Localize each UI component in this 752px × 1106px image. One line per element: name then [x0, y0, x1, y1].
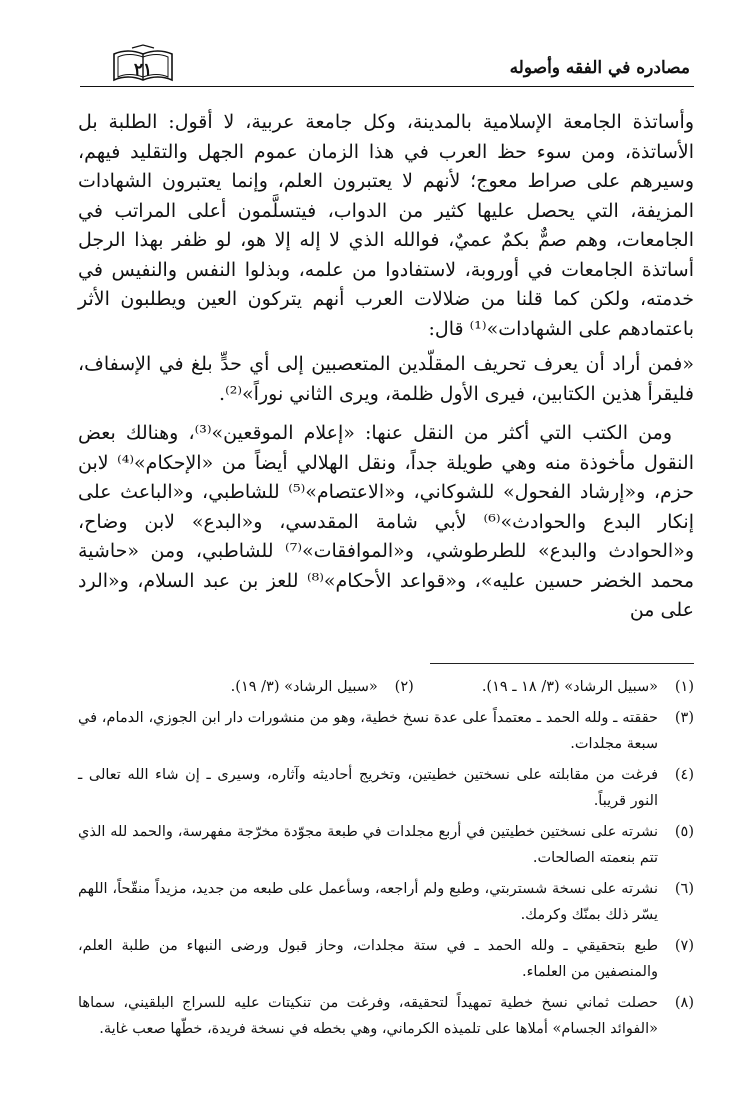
footnote-number: (٧) — [674, 938, 694, 954]
footnote-1 — [482, 674, 694, 700]
footnote-text: فرغت من مقابلته على نسختين خطيتين، وتخريج أحاديثه وآثاره، وسيرى ـ إن شاء الله تعالى ـ النور قريباً. — [78, 767, 658, 809]
page-header — [80, 40, 690, 90]
footnote-text: نشرته على نسخة شستربتي، وطبع ولم أراجعه، وسأعمل على طبعه من جديد، مزيداً منقّحاً، اللهم يسّر ذلك بمنّك وكرمك. — [78, 881, 658, 923]
footnote-6 — [78, 876, 694, 928]
page-number-ornament — [110, 44, 176, 84]
footnote-number: (٨) — [674, 995, 694, 1011]
footnote-pair — [78, 674, 694, 700]
footnote-number: (٥) — [674, 824, 694, 840]
page-number: ٢١ — [133, 60, 153, 80]
footnote-number: (٣) — [674, 710, 694, 726]
paragraph-3: ومن الكتب التي أكثر من النقل عنها: «إعلام الموقعين»⁽³⁾، وهنالك بعض النقول مأخوذة منه وهي طويلة جداً، ونقل الهلالي أيضاً من «الإحكام»⁽⁴⁾ لابن حزم، و«إرشاد الفحول» للشوكاني، و«الاعتصام»⁽⁵⁾ للشاطبي، و«الباعث على إنكار البدع والحوادث»⁽⁶⁾ لأبي شامة المقدسي، و«البدع» لابن وضاح، و«الحوادث والبدع» للطرطوشي، و«الموافقات»⁽⁷⁾ للشاطبي، ومن «حاشية محمد الخضر حسين عليه»، و«قواعد الأحكام»⁽⁸⁾ للعز بن عبد السلام، و«الرد على من — [78, 422, 694, 621]
header-rule — [80, 86, 694, 87]
footnote-number: (٤) — [674, 767, 694, 783]
footnote-text: حققته ـ ولله الحمد ـ معتمداً على عدة نسخ خطية، وهو من منشورات دار ابن الجوزي، الدمام، في سبعة مجلدات. — [78, 710, 658, 752]
footnote-text: حصلت ثماني نسخ خطية تمهيداً لتحقيقه، وفرغت من تنكيتات عليه للسراج البلقيني، سماها «الفوائد الجسام» أملاها على تلميذه الكرماني، وهي بخطه في نسخة فريدة، خطّها صعب غاية. — [78, 995, 658, 1037]
footnote-number: (١) — [674, 679, 694, 695]
footnote-2 — [231, 674, 414, 700]
footnote-7 — [78, 933, 694, 985]
footnote-text: نشرته على نسختين خطيتين في أربع مجلدات في طبعة مجوّدة مخرّجة مفهرسة، والحمد لله الذي تتم بنعمته الصالحات. — [78, 824, 658, 866]
footnote-number: (٦) — [674, 881, 694, 897]
footnote-number: (٢) — [394, 679, 414, 695]
running-title: مصادره في الفقه وأصوله — [509, 58, 690, 78]
paragraph-1: وأساتذة الجامعة الإسلامية بالمدينة، وكل جامعة عربية، لا أقول: الطلبة بل الأساتذة، ومن سوء حظ العرب في هذا الزمان عموم الجهل والتقليد فيهم، وسيرهم على صراط معوج؛ لأنهم لا يعتبرون العلم، وإنما يعتبرون الشهادات المزيفة، التي يحصل عليها كثير من الدواب، فيتسلَّمون أعلى المراتب في الجامعات، وهم صمٌّ بكمٌ عميٌ، فوالله الذي لا إله إلا هو، لو ظفر بهذا الرجل أساتذة الجامعات في أوروبة، لاستفادوا من علمه، وبذلوا النفس والنفيس في خدمته، ولكن كما قلنا من ضلالات العرب أنهم يتركون العين ويطلبون الأثر باعتمادهم على الشهادات»⁽¹⁾ قال: — [78, 111, 694, 340]
footnote-8 — [78, 990, 694, 1042]
footnote-separator — [430, 663, 694, 664]
footnote-3 — [78, 705, 694, 757]
footnote-text: طبع بتحقيقي ـ ولله الحمد ـ في ستة مجلدات، وحاز قبول ورضى النبهاء من طلبة العلم، والمنصفين من العلماء. — [78, 938, 658, 980]
footnote-4 — [78, 762, 694, 814]
body-text — [78, 108, 694, 626]
quotation-paragraph: «فمن أراد أن يعرف تحريف المقلّدين المتعصبين إلى أي حدٍّ بلغ في الإسفاف، فليقرأ هذين الكتابين، فيرى الأول ظلمة، ويرى الثاني نوراً»⁽²⁾. — [78, 353, 694, 405]
footnote-text: «سبيل الرشاد» (٣/ ١٩). — [230, 679, 378, 695]
footnote-text: «سبيل الرشاد» (٣/ ١٨ ـ ١٩). — [481, 679, 658, 695]
footnote-5 — [78, 819, 694, 871]
footnotes — [78, 674, 694, 1047]
